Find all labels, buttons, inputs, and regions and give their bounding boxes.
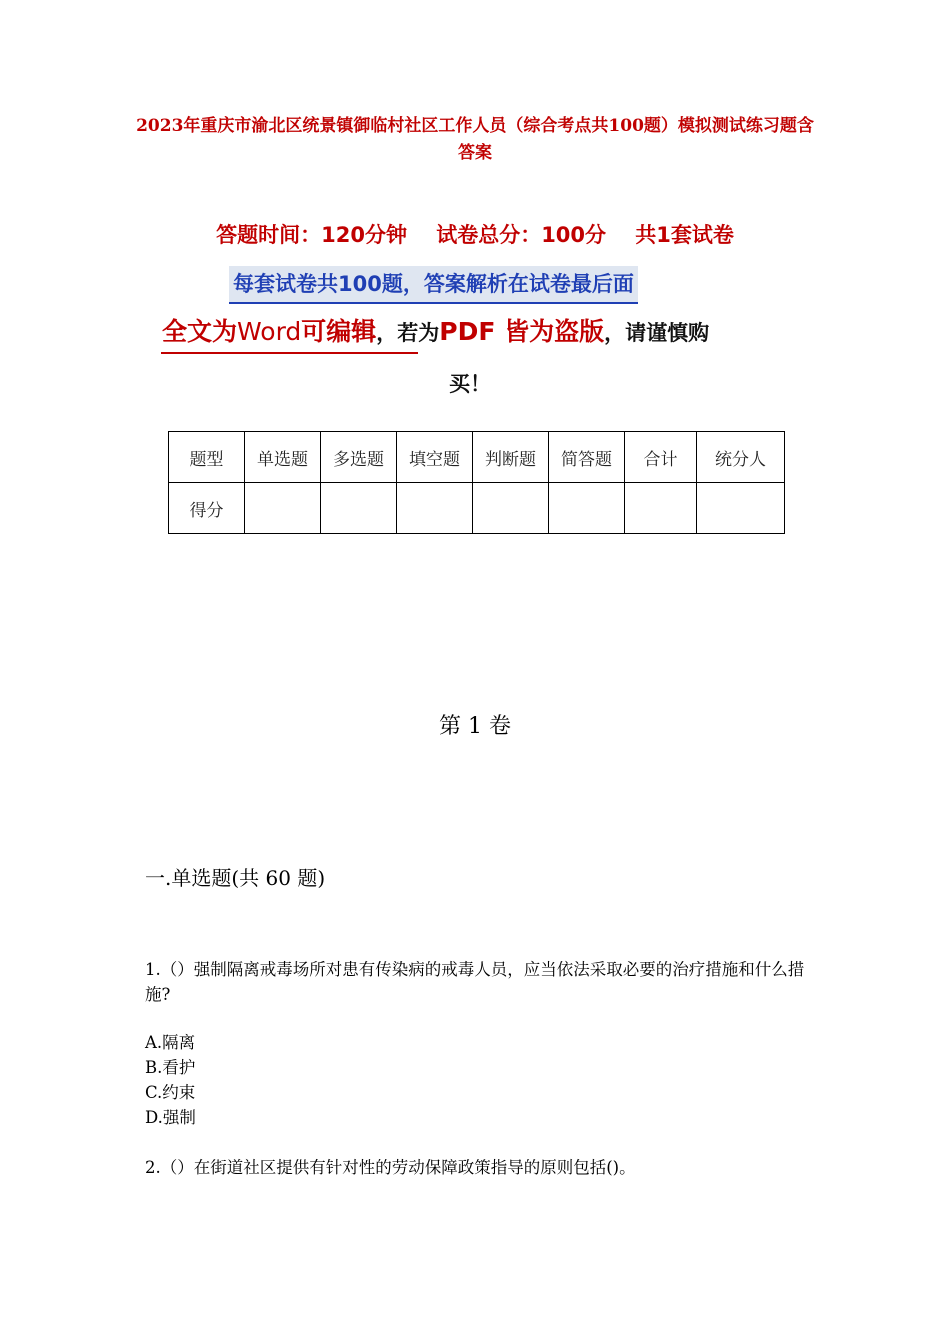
score-cell	[245, 483, 321, 534]
score-cell	[625, 483, 697, 534]
score-cell	[473, 483, 549, 534]
score-cell	[697, 483, 785, 534]
exam-info: 答题时间：120分钟 试卷总分：100分 共1套试卷	[216, 223, 734, 247]
warning-pdf: PDF 皆为盗版	[439, 317, 605, 346]
warning-part-3: 可编辑	[301, 317, 377, 346]
question-1-option-b: B.看护	[145, 1058, 196, 1077]
question-1-option-c: C.约束	[145, 1083, 196, 1102]
header-cell-type: 题型	[169, 432, 245, 483]
score-cell	[321, 483, 397, 534]
editable-warning	[162, 310, 709, 357]
question-1-option-d: D.强制	[145, 1108, 196, 1127]
section-heading: 一.单选题(共 60 题)	[145, 866, 326, 890]
question-1: 1.（）强制隔离戒毒场所对患有传染病的戒毒人员，应当依法采取必要的治疗措施和什么措施?	[145, 960, 805, 1004]
warning-part-6: ，请谨慎购	[604, 321, 710, 345]
header-cell-multiple-choice: 多选题	[321, 432, 397, 483]
header-cell-total: 合计	[625, 432, 697, 483]
header-cell-fill-blank: 填空题	[397, 432, 473, 483]
volume-heading: 第 1 卷	[439, 714, 511, 739]
warning-word: Word	[237, 317, 302, 346]
score-table-score-row	[169, 483, 785, 534]
header-cell-scorer: 统分人	[697, 432, 785, 483]
warning-underline	[161, 352, 418, 354]
score-table-header-row	[169, 432, 785, 483]
row-label-score: 得分	[169, 483, 245, 534]
document-title: 2023年重庆市渝北区统景镇御临村社区工作人员（综合考点共100题）模拟测试练习题含答案	[136, 116, 814, 163]
question-2: 2.（）在街道社区提供有针对性的劳动保障政策指导的原则包括()。	[145, 1158, 636, 1177]
score-table	[168, 431, 785, 534]
warning-part-4: ，若为	[376, 321, 440, 345]
question-1-option-a: A.隔离	[145, 1033, 196, 1052]
warning-part-1: 全文为	[162, 317, 238, 346]
score-cell	[549, 483, 625, 534]
warning-tail: 买！	[449, 372, 491, 396]
header-cell-true-false: 判断题	[473, 432, 549, 483]
score-cell	[397, 483, 473, 534]
header-cell-short-answer: 简答题	[549, 432, 625, 483]
header-cell-single-choice: 单选题	[245, 432, 321, 483]
answers-note: 每套试卷共100题，答案解析在试卷最后面	[229, 266, 638, 304]
